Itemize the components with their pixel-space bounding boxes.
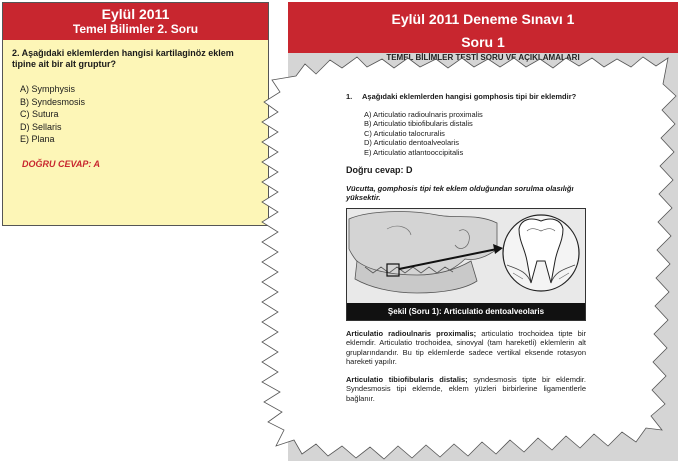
summary-question: 2. Aşağıdaki eklemlerden hangisi kartilaginöz eklem tipine ait bir alt gruptur?: [12, 48, 234, 69]
exam-page-question-label: Soru 1: [461, 34, 505, 50]
answer-option: D) Articulatio dentoalveolaris: [364, 138, 460, 148]
summary-option: C) Sutura: [20, 109, 59, 119]
summary-option: B) Syndesmosis: [20, 96, 86, 107]
summary-card-title: Eylül 2011: [101, 6, 170, 22]
explanation-paragraph-2: [346, 375, 586, 404]
exam-page-title: Eylül 2011 Deneme Sınavı 1: [391, 11, 575, 27]
explanation-text-2: syndesmosis tipte bir eklemdir. Syndesmosis tipi eklemde, eklem yüzleri birbirlerine ligamentlerle bağlanır.: [346, 374, 586, 403]
explanation-term-2: Articulatio tibiofibularis distalis;: [346, 374, 468, 384]
question-content: [346, 92, 586, 403]
summary-option: A) Symphysis: [20, 84, 76, 94]
question-text: Aşağıdaki eklemlerden hangisi gomphosis tipi bir eklemdir?: [362, 92, 577, 101]
correct-answer: Doğru cevap: D: [346, 165, 413, 176]
explanation-paragraph-1: [346, 329, 586, 367]
exam-page-subtitle: TEMEL BİLİMLER TESTİ SORU VE AÇIKLAMALARI: [386, 53, 580, 62]
question-number: 1.: [346, 92, 353, 101]
explanation-note: Vücutta, gomphosis tipi tek eklem olduğundan sorulma olasılığı yüksektir.: [346, 183, 574, 203]
answer-option: E) Articulatio atlantooccipitalis: [364, 147, 464, 157]
summary-answer: DOĞRU CEVAP: A: [22, 158, 101, 169]
anatomy-figure: [346, 208, 586, 321]
answer-option: C) Articulatio talocruralis: [364, 128, 445, 138]
answer-option: A) Articulatio radioulnaris proximalis: [364, 109, 483, 119]
figure-caption: Şekil (Soru 1): Articulatio dentoalveolaris: [347, 303, 585, 320]
explanation-term-1: Articulatio radioulnaris proximalis;: [346, 328, 477, 338]
question-row: [346, 92, 586, 102]
summary-card-subtitle: Temel Bilimler 2. Soru: [72, 22, 199, 36]
explanation-text-1: articulatio trochoidea tipte bir eklemdir. Articulatio trochoidea, sinovyal (tam hareketli) eklemlerin alt gruplarındandır. Bu tip eklemlerde sadece vertikal eksende rotasyon hareketi yapılır.: [346, 328, 586, 367]
summary-option: D) Sellaris: [20, 121, 62, 132]
summary-option: E) Plana: [20, 134, 55, 144]
answer-options: [364, 110, 586, 158]
answer-option: B) Articulatio tibiofibularis distalis: [364, 119, 473, 129]
